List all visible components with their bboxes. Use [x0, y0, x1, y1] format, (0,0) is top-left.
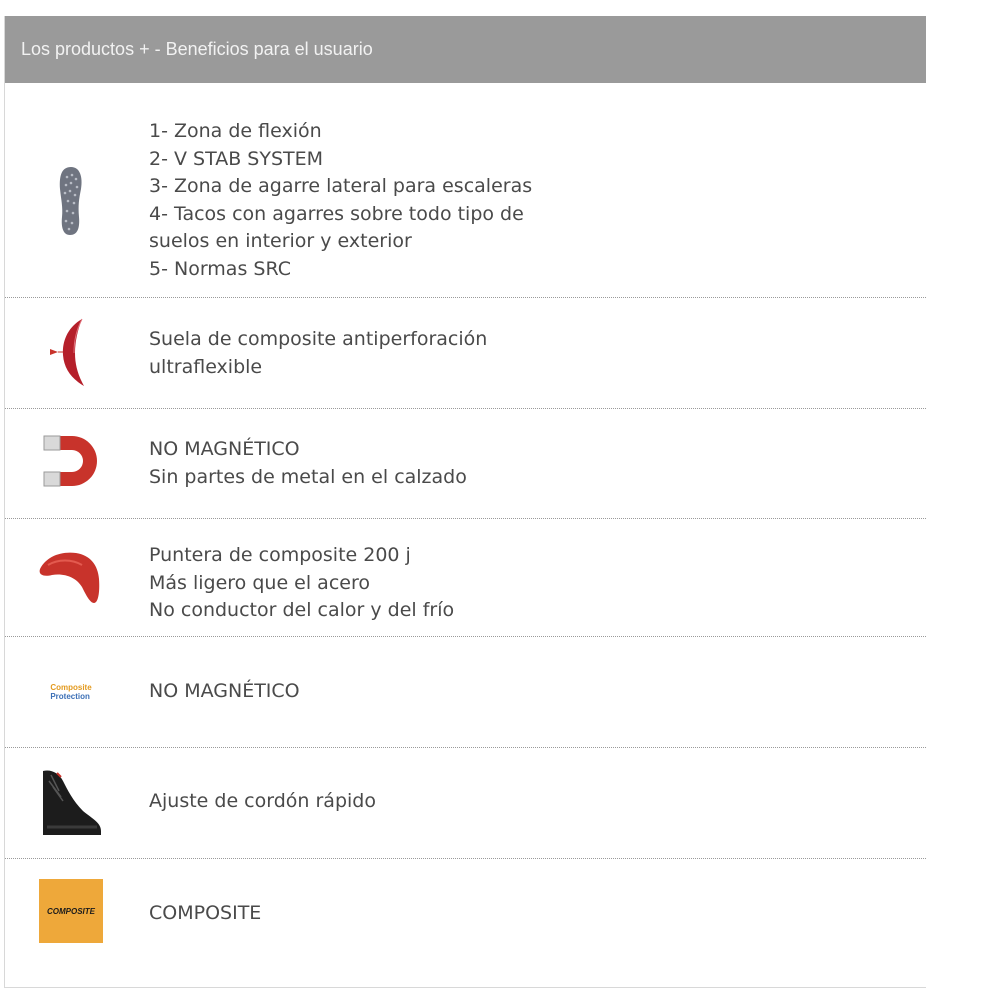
table-header: Los productos + - Beneficios para el usuario	[5, 16, 926, 83]
row-7-text	[149, 900, 261, 928]
sole-icon	[35, 156, 107, 246]
row-1-line-1: 1- Zona de flexión	[149, 120, 322, 142]
row-divider	[5, 297, 926, 298]
row-1-line-5: suelos en interior y exterior	[149, 230, 412, 252]
composite-badge-icon	[35, 878, 107, 944]
row-5-line-1: NO MAGNÉTICO	[149, 680, 300, 702]
composite-protection-icon	[35, 661, 107, 723]
row-1-line-3: 3- Zona de agarre lateral para escaleras	[149, 175, 533, 197]
row-divider	[5, 858, 926, 859]
row-4-text	[149, 542, 454, 625]
row-3-text	[149, 436, 467, 491]
toe-cap-icon	[35, 532, 107, 612]
row-4-line-1: Puntera de composite 200 j	[149, 544, 411, 566]
row-6-text	[149, 788, 376, 816]
boot-lace-icon	[35, 764, 107, 839]
row-3-line-2: Sin partes de metal en el calzado	[149, 465, 467, 488]
badge-line-1: Composite	[50, 683, 92, 692]
row-4-line-3: No conductor del calor y del frío	[149, 599, 455, 621]
row-divider	[5, 636, 926, 637]
row-6-line-1: Ajuste de cordón rápido	[149, 790, 376, 812]
row-1-line-4: 4- Tacos con agarres sobre todo tipo de	[149, 202, 524, 225]
row-divider	[5, 747, 926, 748]
row-2-line-1: Suela de composite antiperforación	[149, 328, 488, 350]
row-divider	[5, 518, 926, 519]
row-1-line-6: 5- Normas SRC	[149, 257, 291, 280]
benefits-table	[4, 16, 926, 988]
puncture-plate-icon	[35, 312, 107, 392]
row-4-line-2: Más ligero que el acero	[149, 571, 370, 594]
row-7-line-1: COMPOSITE	[149, 902, 262, 924]
row-1-line-2: 2- V STAB SYSTEM	[149, 147, 324, 170]
row-2-line-2: ultraflexible	[149, 355, 263, 378]
row-divider	[5, 408, 926, 409]
badge-line-2: Protection	[50, 692, 90, 701]
magnet-icon	[35, 426, 107, 496]
row-1-text	[149, 118, 532, 283]
composite-badge-text: COMPOSITE	[46, 906, 95, 916]
row-2-text	[149, 326, 487, 381]
row-5-text	[149, 678, 300, 706]
row-3-line-1: NO MAGNÉTICO	[149, 438, 300, 460]
